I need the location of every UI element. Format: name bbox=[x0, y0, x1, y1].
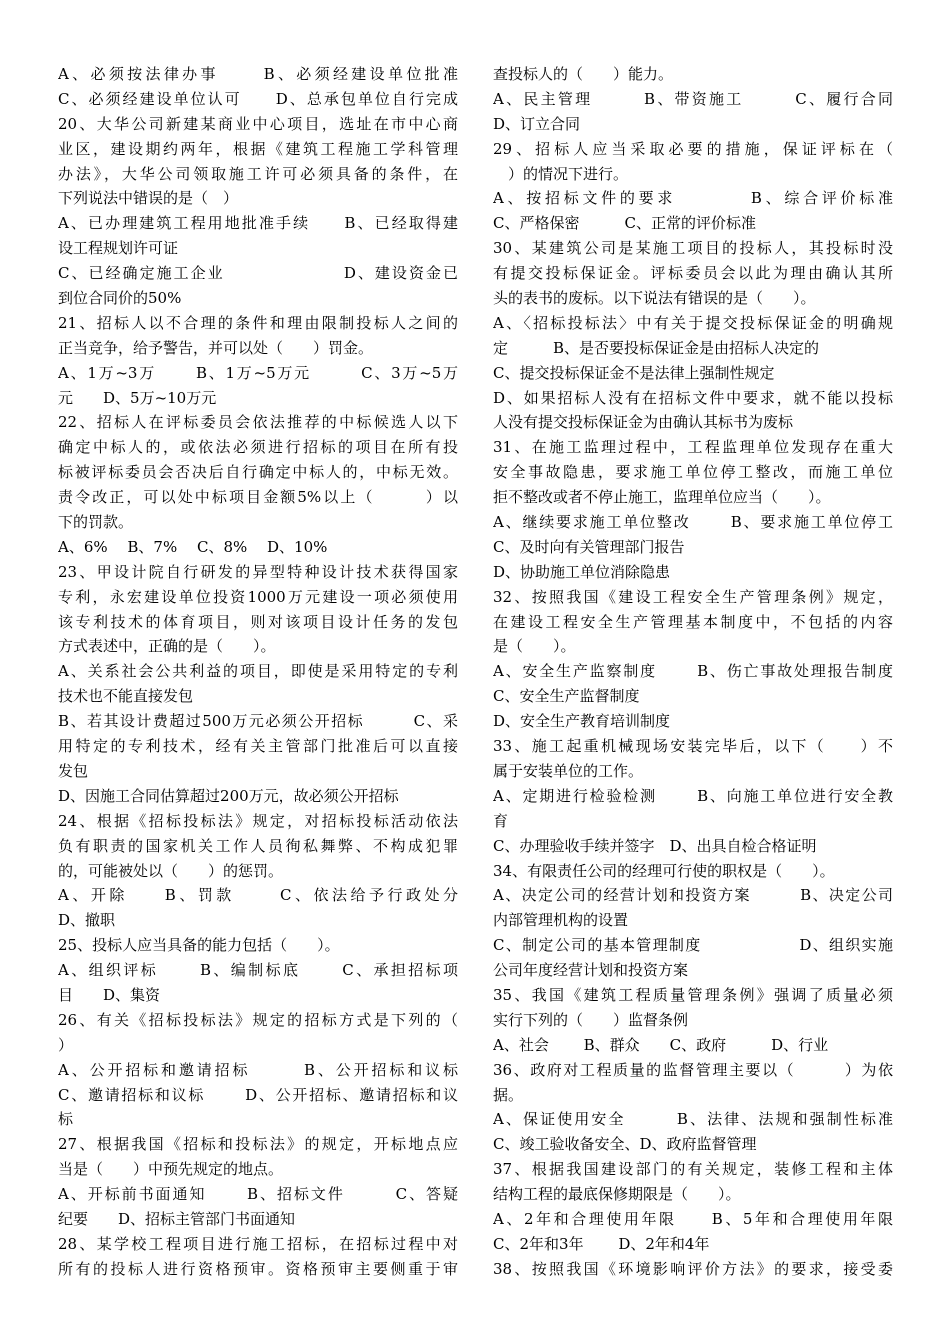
left-text-line: 专利，永宏建设单位投资1000万元建设一项必须使用 bbox=[58, 587, 458, 606]
right-text-line: C、办理验收手续并签字 D、出具自检合格证明 bbox=[493, 836, 817, 855]
right-text-line: A、2年和合理使用年限 B、5年和合理使用年限 bbox=[493, 1209, 893, 1228]
right-text-line: 育 bbox=[493, 811, 509, 830]
right-text-line: A、继续要求施工单位整改 B、要求施工单位停工 bbox=[493, 513, 893, 532]
right-text-line: A、决定公司的经营计划和投资方案 B、决定公司 bbox=[493, 886, 893, 905]
left-text-line: 方式表述中，正确的是（ ）。 bbox=[58, 637, 276, 656]
right-text-line: C、及时向有关管理部门报告 bbox=[493, 537, 685, 556]
right-text-line: C、提交投标保证金不是法律上强制性规定 bbox=[493, 363, 775, 382]
left-text-line: 负有职责的国家机关工作人员徇私舞弊、不构成犯罪 bbox=[58, 836, 458, 855]
left-text-line: 办法》，大华公司领取施工许可必须具备的条件，在 bbox=[58, 164, 458, 183]
left-text-line: A、关系社会公共利益的项目，即使是采用特定的专利 bbox=[58, 662, 458, 681]
right-text-line: 31、在施工监理过程中，工程监理单位发现存在重大 bbox=[493, 438, 893, 457]
left-text-line: 责令改正，可以处中标项目金额5%以上（ ）以 bbox=[58, 488, 458, 507]
left-text-line: D、撤职 bbox=[58, 911, 116, 930]
right-text-line: C、严格保密 C、正常的评价标准 bbox=[493, 214, 756, 233]
right-text-line: A、保证使用安全 B、法律、法规和强制性标准 bbox=[493, 1110, 893, 1129]
right-text-line: C、安全生产监督制度 bbox=[493, 687, 640, 706]
left-text-line: 当是（ ）中预先规定的地点。 bbox=[58, 1160, 284, 1179]
left-text-line: 的，可能被处以（ ）的惩罚。 bbox=[58, 861, 284, 880]
left-text-line: 下的罚款。 bbox=[58, 513, 134, 532]
left-text-line: 标被评标委员会否决后自行确定中标人的，中标无效。 bbox=[58, 463, 458, 482]
right-text-line: C、竣工验收备安全、D、政府监督管理 bbox=[493, 1135, 757, 1154]
left-text-line: C、必须经建设单位认可 D、总承包单位自行完成 bbox=[58, 89, 458, 108]
right-text-line: A、社会 B、群众 C、政府 D、行业 bbox=[493, 1035, 829, 1054]
right-text-line: 37、根据我国建设部门的有关规定，装修工程和主体 bbox=[493, 1160, 893, 1179]
right-text-line: C、2年和3年 D、2年和4年 bbox=[493, 1234, 710, 1253]
left-text-line: 28、某学校工程项目进行施工招标，在招标过程中对 bbox=[58, 1234, 458, 1253]
right-text-line: 公司年度经营计划和投资方案 bbox=[493, 961, 689, 980]
left-text-line: 22、招标人在评标委员会依法推荐的中标候选人以下 bbox=[58, 413, 458, 432]
right-text-line: 32、按照我国《建设工程安全生产管理条例》规定， bbox=[493, 587, 893, 606]
right-text-line: 定 B、是否要投标保证金是由招标人决定的 bbox=[493, 338, 820, 357]
right-text-line: 有提交投标保证金。评标委员会以此为理由确认其所 bbox=[493, 264, 893, 283]
right-text-line: 29、招标人应当采取必要的措施，保证评标在（ bbox=[493, 139, 893, 158]
left-text-line: 设工程规划许可证 bbox=[58, 239, 179, 258]
right-text-line: A、安全生产监察制度 B、伤亡事故处理报告制度 bbox=[493, 662, 893, 681]
right-text-line: A、民主管理 B、带资施工 C、履行合同 bbox=[493, 89, 893, 108]
left-text-line: A、6% B、7% C、8% D、10% bbox=[58, 537, 328, 556]
left-text-line: 该专利技术的体育项目，则对该项目设计任务的发包 bbox=[58, 612, 458, 631]
right-text-line: 在建设工程安全生产管理基本制度中，不包括的内容 bbox=[493, 612, 893, 631]
right-text-line: 人没有提交投标保证金为由确认其标书为废标 bbox=[493, 413, 794, 432]
right-text-line: 内部管理机构的设置 bbox=[493, 911, 629, 930]
right-text-line: D、协助施工单位消除隐患 bbox=[493, 562, 671, 581]
right-text-line: 是（ ）。 bbox=[493, 637, 576, 656]
left-text-line: 21、招标人以不合理的条件和理由限制投标人之间的 bbox=[58, 313, 458, 332]
left-text-line: 确定中标人的，或依法必须进行招标的项目在所有投 bbox=[58, 438, 458, 457]
left-text-line: 业区，建设期约两年，根据《建筑工程施工学科管理 bbox=[58, 139, 458, 158]
right-text-line: 安全事故隐患，要求施工单位停工整改，而施工单位 bbox=[493, 463, 893, 482]
right-text-line: 属于安装单位的工作。 bbox=[493, 761, 644, 780]
right-text-line: A、定期进行检验检测 B、向施工单位进行安全教 bbox=[493, 786, 893, 805]
left-text-line: 目 D、集资 bbox=[58, 985, 161, 1004]
left-text-line: 25、投标人应当具备的能力包括（ ）。 bbox=[58, 936, 340, 955]
left-text-line: C、已经确定施工企业 D、建设资金已 bbox=[58, 264, 458, 283]
right-text-line: 34、有限责任公司的经理可行使的职权是（ ）。 bbox=[493, 861, 835, 880]
left-text-line: 用特定的专利技术，经有关主管部门批准后可以直接 bbox=[58, 737, 458, 756]
right-text-line: 38、按照我国《环境影响评价方法》的要求，接受委 bbox=[493, 1259, 893, 1278]
left-text-line: D、因施工合同估算超过200万元，故必须公开招标 bbox=[58, 786, 399, 805]
right-text-line: 36、政府对工程质量的监督管理主要以（ ）为依 bbox=[493, 1060, 893, 1079]
right-column bbox=[493, 62, 893, 1282]
left-text-line: 技术也不能直接发包 bbox=[58, 687, 194, 706]
left-text-line: B、若其设计费超过500万元必须公开招标 C、采 bbox=[58, 712, 458, 731]
right-text-line: 35、我国《建筑工程质量管理条例》强调了质量必须 bbox=[493, 985, 893, 1004]
left-text-line: ） bbox=[58, 1035, 74, 1054]
left-text-line: 20、大华公司新建某商业中心项目，选址在市中心商 bbox=[58, 114, 458, 133]
left-text-line: 发包 bbox=[58, 761, 89, 780]
left-text-line: A、公开招标和邀请招标 B、公开招标和议标 bbox=[58, 1060, 458, 1079]
left-text-line: 标 bbox=[58, 1110, 74, 1129]
right-text-line: 33、施工起重机械现场安装完毕后，以下（ ）不 bbox=[493, 737, 893, 756]
left-text-line: 所有的投标人进行资格预审。资格预审主要侧重于审 bbox=[58, 1259, 458, 1278]
right-text-line: 结构工程的最底保修期限是（ ）。 bbox=[493, 1185, 741, 1204]
left-text-line: A、开除 B、罚款 C、依法给予行政处分 bbox=[58, 886, 458, 905]
right-text-line: 头的表书的废标。以下说法有错误的是（ ）。 bbox=[493, 289, 816, 308]
left-text-line: 24、根据《招标投标法》规定，对招标投标活动依法 bbox=[58, 811, 458, 830]
left-text-line: A、1万~3万 B、1万~5万元 C、3万~5万 bbox=[58, 363, 458, 382]
right-text-line: 30、某建筑公司是某施工项目的投标人，其投标时没 bbox=[493, 239, 893, 258]
left-text-line: A、组织评标 B、编制标底 C、承担招标项 bbox=[58, 961, 458, 980]
left-text-line: 到位合同价的50% bbox=[58, 289, 182, 308]
right-text-line: D、如果招标人没有在招标文件中要求，就不能以投标 bbox=[493, 388, 893, 407]
left-text-line: A、必须按法律办事 B、必须经建设单位批准 bbox=[58, 65, 458, 83]
right-text-line: D、订立合同 bbox=[493, 114, 581, 133]
left-text-line: A、开标前书面通知 B、招标文件 C、答疑 bbox=[58, 1185, 458, 1204]
left-text-line: 正当竞争，给予警告，并可以处（ ）罚金。 bbox=[58, 338, 374, 357]
left-text-line: A、已办理建筑工程用地批准手续 B、已经取得建 bbox=[58, 214, 458, 233]
left-column bbox=[58, 62, 458, 1282]
right-text-line: ）的情况下进行。 bbox=[493, 164, 629, 183]
right-text-line: D、安全生产教育培训制度 bbox=[493, 712, 671, 731]
left-text-line: C、邀请招标和议标 D、公开招标、邀请招标和议 bbox=[58, 1085, 458, 1104]
left-text-line: 27、根据我国《招标和投标法》的规定，开标地点应 bbox=[58, 1135, 458, 1154]
left-text-line: 26、有关《招标投标法》规定的招标方式是下列的（ bbox=[58, 1010, 458, 1029]
left-text-line: 元 D、5万~10万元 bbox=[58, 388, 217, 407]
right-text-line: 拒不整改或者不停止施工，监理单位应当（ ）。 bbox=[493, 488, 831, 507]
right-text-line: A、〈招标投标法〉中有关于提交投标保证金的明确规 bbox=[493, 313, 893, 332]
left-text-line: 纪要 D、招标主管部门书面通知 bbox=[58, 1209, 296, 1228]
right-text-line: A、按招标文件的要求 B、综合评价标准 bbox=[493, 189, 893, 208]
right-text-line: C、制定公司的基本管理制度 D、组织实施 bbox=[493, 936, 893, 955]
right-text-line: 据。 bbox=[493, 1085, 524, 1104]
right-text-line: 查投标人的（ ）能力。 bbox=[493, 65, 674, 83]
left-text-line: 23、甲设计院自行研发的异型特种设计技术获得国家 bbox=[58, 562, 458, 581]
right-text-line: 实行下列的（ ）监督条例 bbox=[493, 1010, 689, 1029]
left-text-line: 下列说法中错误的是（ ） bbox=[58, 189, 239, 208]
